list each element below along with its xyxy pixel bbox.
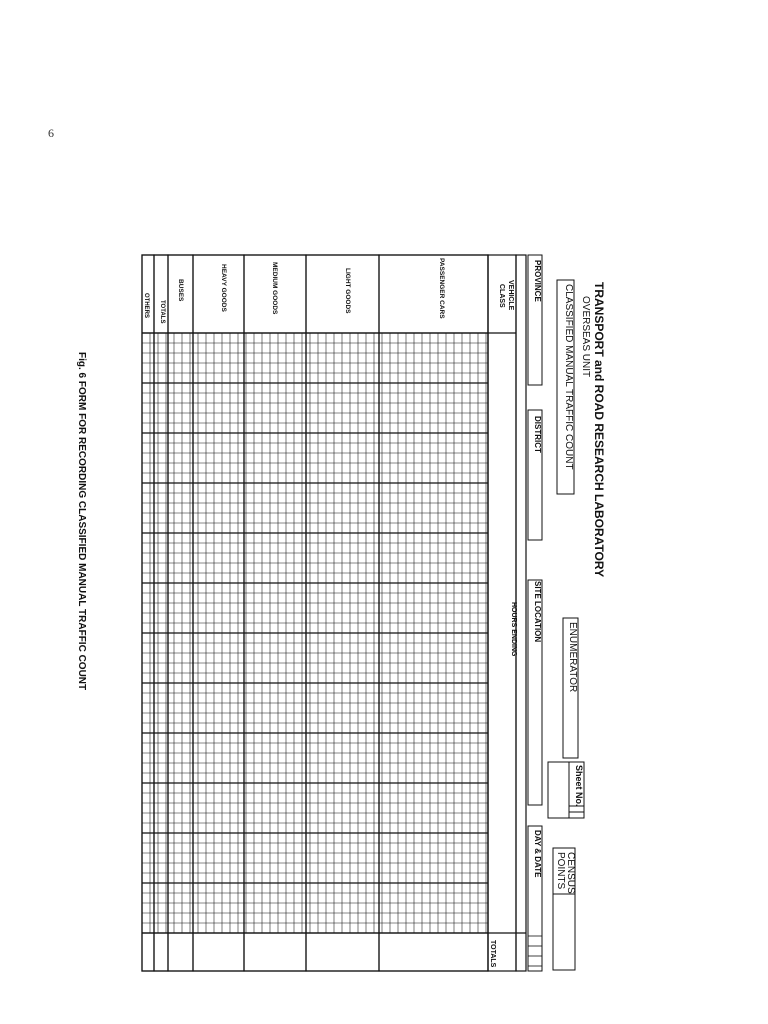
class-label-heavy-goods: HEAVY GOODS [220, 264, 227, 312]
form-title: CLASSIFIED MANUAL TRAFFIC COUNT [563, 284, 574, 470]
class-label-others: OTHERS [143, 293, 149, 319]
class-label-buses: BUSES [177, 279, 184, 302]
class-label-light-goods: LIGHT GOODS [344, 268, 351, 314]
province-label: PROVINCE [533, 260, 542, 302]
census-points-label-1: CENSUS [565, 852, 576, 894]
figure-caption: Fig. 6 FORM FOR RECORDING CLASSIFIED MANUAL TRAFFIC COUNT [76, 352, 87, 691]
class-label-medium-goods: MEDIUM GOODS [271, 262, 278, 315]
sheet-no-label: Sheet No. [574, 765, 584, 807]
totals-header-label: TOTALS [489, 940, 496, 968]
enumerator-label: ENUMERATOR [567, 622, 578, 693]
site-location-label: SITE LOCATION [533, 581, 542, 643]
sheet-no-cell-1[interactable] [569, 806, 584, 812]
day-date-cells[interactable] [528, 936, 542, 966]
class-label-passenger-cars: PASSENGER CARS [438, 258, 445, 319]
hours-ending-label: HOURS ENDING [510, 602, 517, 657]
class-label-totals: TOTALS [159, 300, 165, 324]
unit-name: OVERSEAS UNIT [580, 296, 591, 378]
day-date-label: DAY & DATE [533, 830, 542, 878]
district-label: DISTRICT [533, 416, 542, 453]
sheet-no-value-box[interactable] [548, 762, 569, 818]
vehicle-class-label-2: CLASS [498, 284, 505, 308]
page-number: 6 [48, 126, 54, 140]
census-points-label-2: POINTS [555, 852, 566, 890]
vehicle-class-label-1: VEHICLE [507, 280, 514, 311]
hour-grid [142, 333, 526, 933]
sheet-no-cell-2[interactable] [569, 812, 584, 818]
org-title: TRANSPORT and ROAD RESEARCH LABORATORY [592, 282, 606, 578]
census-points-value-box[interactable] [553, 894, 575, 970]
